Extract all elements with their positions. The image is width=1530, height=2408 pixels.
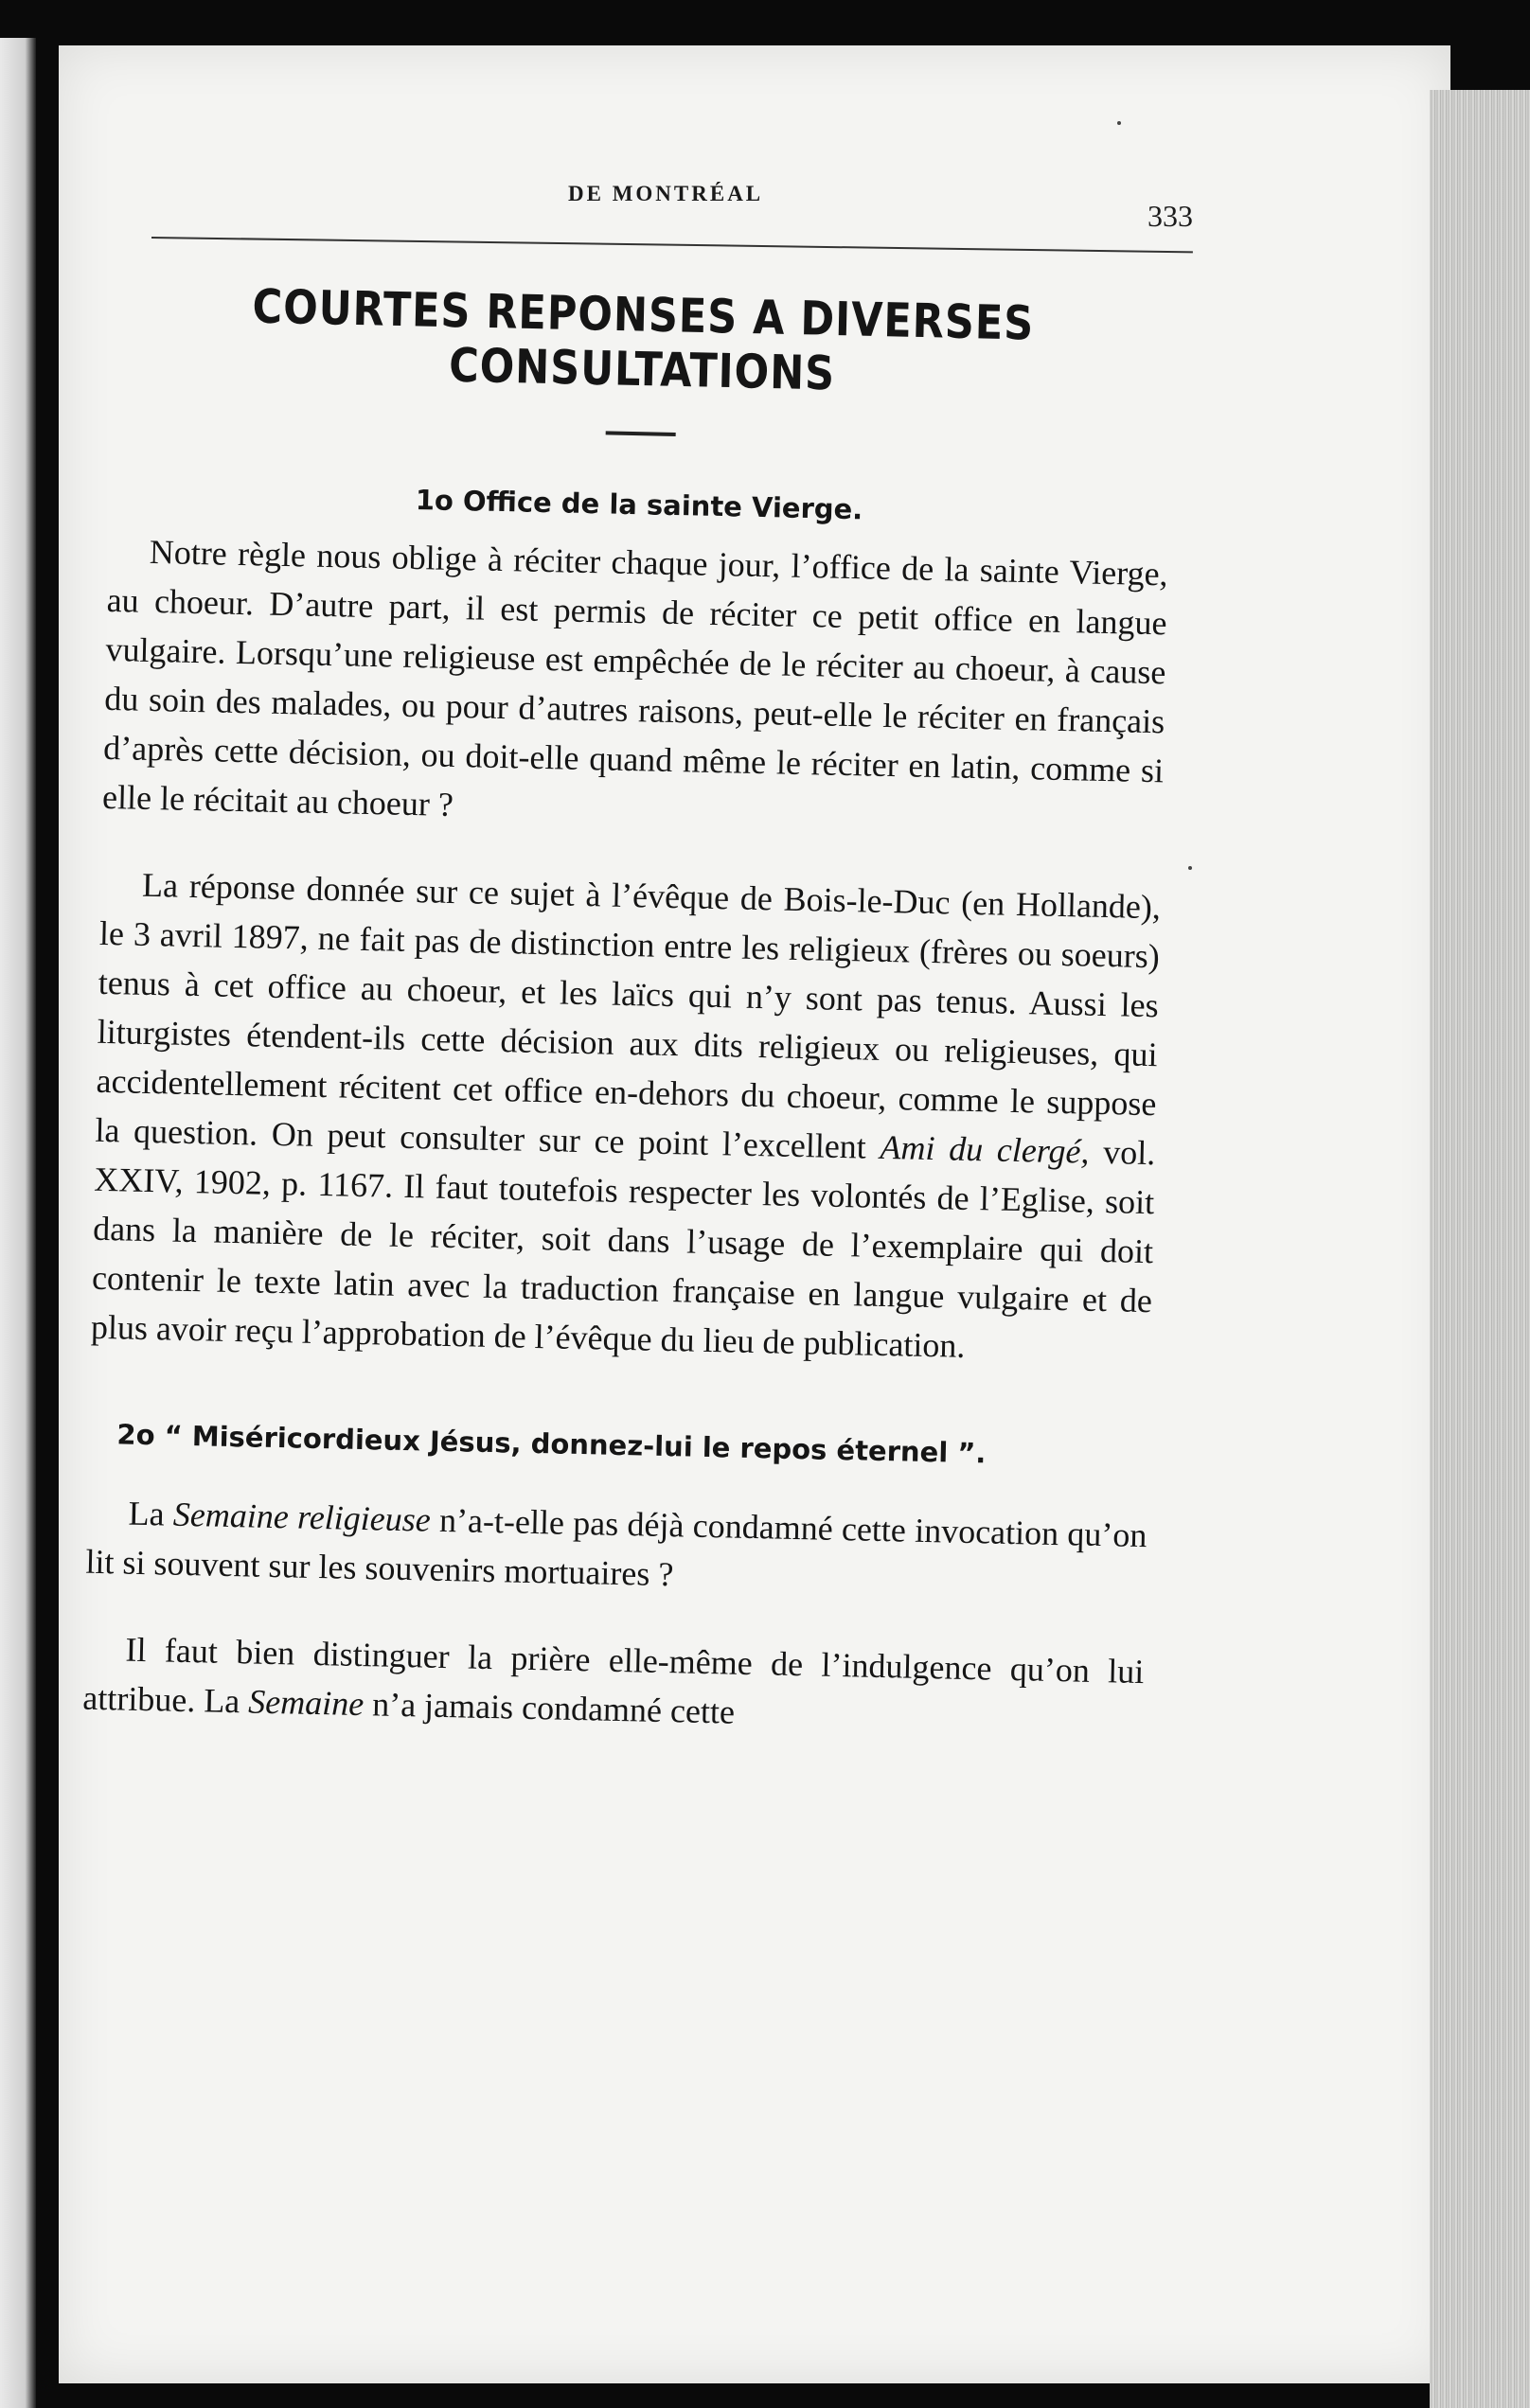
page-number: 333 (1148, 199, 1193, 233)
answer-text-continued: vol. XXIV, 1902, p. 1167. Il faut toutefois respecter les volontés de l’Eglise, soit dans la manière de le réciter, soit dans l’usage de l’exemplaire qui doit contenir le texte latin avec la traduction française en langue vulgaire et de plus avoir reçu l’approbation de l’évêque du lieu de publication. (90, 1133, 1156, 1365)
question-rest: n’a-t-elle pas déjà condamné cette invocation qu’on lit si souvent sur les souvenirs mortuaires ? (85, 1500, 1148, 1594)
answer-reference: Ami du clergé, (880, 1127, 1090, 1171)
answer-text: La réponse donnée sur ce sujet à l’évêque de Bois-le-Duc (en Hollande), le 3 avril 1897, ne fait pas de distinction entre les religieux (frères ou soeurs) tenus à cet office au choeur, et les laïcs qui n’y sont pas tenus. Aussi les liturgistes étendent-ils cette décision aux dits religieux ou religieuses, qui accidentellement récitent cet office en-dehors du choeur, comme le suppose la question. On peut consulter sur ce point l’excellent (95, 865, 1162, 1166)
answer-rest: n’a jamais condamné cette (371, 1685, 736, 1731)
section-1-question: Notre règle nous oblige à réciter chaque jour, l’office de la sainte Vierge, au choeur. D’autre part, il est permis de réciter ce petit office en langue vulgaire. Lorsqu’une religieuse est empêchée de le réciter au choeur, à cause du soin des malades, ou pour d’autres raisons, peut-elle le réciter en français d’après cette décision, ou doit-elle quand même le réciter en latin, comme si elle le récitait au choeur ? (101, 532, 1169, 823)
running-title: DE MONTRÉAL (568, 182, 764, 205)
book-left-edge (0, 38, 36, 2408)
title-divider (606, 431, 676, 436)
section-2-question (85, 1488, 1148, 1609)
answer-lead: Il faut bien distinguer la prière elle-même de l’indulgence qu’on lui attribue. La (81, 1630, 1145, 1721)
page-stack-edges (1430, 90, 1530, 2408)
answer-publication: Semaine (247, 1682, 365, 1724)
running-head (95, 133, 1193, 233)
print-speck (1188, 866, 1192, 870)
print-speck (1117, 121, 1121, 125)
question-publication: Semaine religieuse (172, 1495, 432, 1539)
article (81, 279, 1174, 1745)
section-2-heading: 2o “ Miséricordieux Jésus, donnez-lui le repos éternel ”. (116, 1418, 987, 1470)
section-1-heading: 1o Office de la sainte Vierge. (415, 484, 863, 526)
section-1-answer (90, 859, 1161, 1374)
question-lead: La (128, 1494, 166, 1533)
article-title: COURTES REPONSES A DIVERSES CONSULTATIONS (252, 279, 1035, 402)
